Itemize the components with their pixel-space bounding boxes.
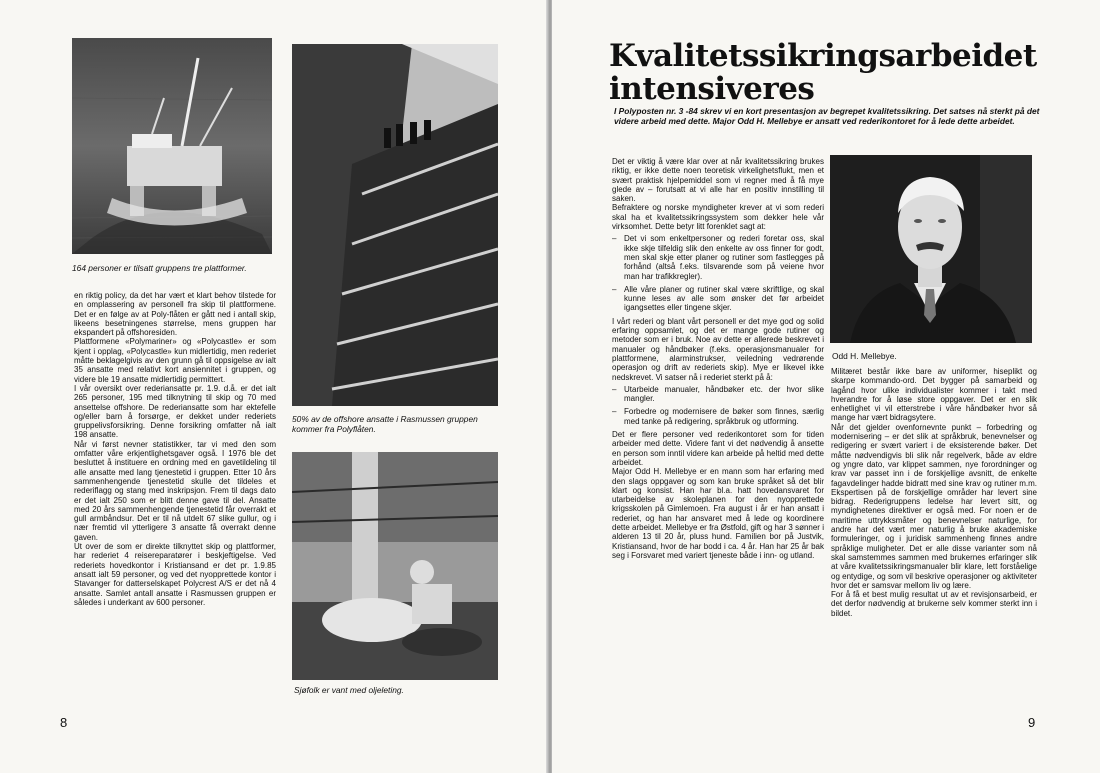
portrait-photo (830, 155, 1032, 343)
column-paragraph: For å få et best mulig resultat ut av et revisjonsarbeid, er det derfor nødvendig at brukerne selv kommer sterkt inn i bildet. (831, 590, 1037, 618)
intro-paragraph: Befraktere og norske myndigheter krever at vi som rederi skal ha et kvalitetssikringssystem som dekker hele vår virksomhet. Dette betyr litt forenklet sagt at: (612, 203, 824, 232)
left-paragraph: Ut over de som er direkte tilknyttet skip og plattformer, har rederiet 4 reisereparatører i beskjeftigelse. Ved rederiets hovedkontor i Kristiansand er det pr. 1.9.85 ansatt ialt 59 personer, og ved det nyopprettede kontor i Stavanger for datterselskapet Polycrest A/S er det nå 4 ansatte. Samlet antall ansatte i Rasmussen gruppen er således i underkant av 600 personer. (74, 542, 276, 607)
platform-photo (72, 38, 272, 254)
list-item: – Det vi som enkeltpersoner og rederi foretar oss, skal ikke skje tilfeldig slik den enkelte av oss finner for godt, men skal skje etter planer og rutiner som fastlegges på forhånd (altså f.eks. tilsvarende som på veiene hvor man har trafikkregler). (612, 234, 824, 280)
column-paragraph: Når det gjelder ovenfornevnte punkt – forbedring og modernisering – er det slik at språkbruk, benevnelser og redigering er svært variert i de eksisterende bøker. Det måtte nødvendigvis bli slik når regelverk, både av eldre og yngre dato, var klippet sammen, nye forordninger og krav var passet inn i de forskjellige avsnitt, de enkelte fagavdelinger hadde bidratt med sine krav og rutiner m.m. Ekspertisen på de forskjellige områder har levert sine bidrag. Rederigruppens ledelse har levert sitt, og myndighetenes direktiver er også med. For noen er de maritime uttrykksmåter og benevnelser naturlige, for andre har det vært mer naturlig å bruke akademiske formuleringer, og i juridisk sammenheng finnes andre språklige muligheter. Det er alle disse varianter som nå skal samstemmes sammen med brukernes erfaringer slik at våre kvalitetssikringsmanualer blir klare, lett forståelige og entydige, og som vil beskrive operasjoner og aktiviteter hvor det er samsvar mellom liv og lære. (831, 422, 1037, 590)
left-paragraph: I vår oversikt over rederiansatte pr. 1.9. d.å. er det ialt 265 personer, 195 med tilknytning til skip og 70 med ansettelse offshore. De rederiansatte som har ektefelle og/eller barn å forsørge, er dekket under rederiets gruppelivsforsikring. Denne forsikring omfatter nå ialt 198 ansatte. (74, 383, 276, 440)
list-item: – Forbedre og modernisere de bøker som finnes, særlig med tanke på redigering, språkbruk og utforming. (612, 407, 824, 426)
oil-workers-photo (292, 452, 498, 680)
actions-list (612, 385, 824, 426)
intro-paragraph: Det er viktig å være klar over at når kvalitetssikring brukes riktig, er ikke dette noen teoretisk virkelighetsflukt, men et svært praktisk hjelpemiddel som vi regner med å få mye glede av – forutsatt at vi alle har en positiv innstilling til saken. (612, 157, 824, 204)
right-page (552, 0, 1100, 773)
left-paragraph: en riktig policy, da det har vært et klart behov tilstede for en omplassering av personell fra skip til plattformene. Det er en følge av at Poly-flåten er gått ned i antall skip, likeens besetningenes størrelse, mens gruppen har ekspandert på offshoresiden. (74, 291, 276, 338)
left-paragraph: Plattformene «Polymariner» og «Polycastle» er som kjent i opplag, «Polycastle» kun midlertidig, men rederiet måtte beklagelgivis av den grunn gå til oppsigelse av ialt 35 ansatte med relativt kort ansiennitet i gruppen, og videre ble 19 ansatte midlertidig permittert. (74, 337, 276, 384)
list-item: – Utarbeide manualer, håndbøker etc. der hvor slike mangler. (612, 385, 824, 404)
portrait-caption: Odd H. Mellebye. (832, 351, 897, 361)
left-body-column (74, 291, 276, 607)
page-number-left: 8 (60, 715, 68, 730)
oil-caption: Sjøfolk er vant med oljeleting. (294, 685, 404, 695)
end-paragraph: Major Odd H. Mellebye er en mann som har erfaring med den slags oppgaver og som kan bruke språket så det blir klart og konsist. Han har bl.a. hatt hovedansvaret for utarbeidelse av skoleplanen for den nyopprettede krigsskolen på Gimlemoen. Fra august i år er han ansatt i rederiet, og han har ansvaret med å lede og koordinere dette arbeidet. Mellebye er fra Østfold, gift og har 3 sønner i alderen 13 til 20 år, pluss hund. Familien bor på Justvik, Kristiansand, hvor de har bodd i ca. 4 år. Han har 25 år bak seg i Forsvaret med variert tjeneste både i inn- og utland. (612, 467, 824, 560)
article-title: Kvalitetssikringsarbeidet intensiveres (609, 38, 1037, 107)
end-paragraph: Det er flere personer ved rederikontoret som for tiden arbeider med dette. Videre fant vi det nødvendig å ansette en person som inntil videre kan arbeide på heltid med dette arbeidet. (612, 430, 824, 467)
right-column-2 (831, 367, 1037, 618)
platform-caption: 164 personer er tilsatt gruppens tre plattformer. (72, 263, 247, 273)
middle-paragraph: I vårt rederi og blant vårt personell er det mye god og solid erfaring oppsamlet, og det er mange gode rutiner og metoder som er i bruk. Noe av dette er allerede beskrevet i manualer og håndbøker (f.eks. operasjonsmanualer for plattformene, alarminstrukser, veiledning vedrørende operasjon og drift av rederiets skip). Mye er likevel ikke nedskrevet. Vi satser nå i rederiet sterkt på å: (612, 316, 824, 382)
left-page (0, 0, 548, 773)
offshore-caption: 50% av de offshore ansatte i Rasmussen gruppen kommer fra Polyflåten. (292, 414, 478, 434)
requirements-list (612, 234, 824, 312)
list-item: – Alle våre planer og rutiner skal være skriftlige, og skal kunne leses av alle som ønsker det før arbeidet igangsettes eller tingene skjer. (612, 285, 824, 313)
right-column-1 (612, 157, 824, 560)
left-paragraph: Når vi først nevner statistikker, tar vi med den som omfatter våre erkjentlighetsgaver også. I 1976 ble det besluttet å instituere en ordning med en gavetildeling til alle ansatte med lang tjenestetid i gruppen. Etter 10 års sammenhengende tjenestetid skulle det tildeles et rederiflagg og stang med inskripsjon. Frem til dags dato er det ialt 250 som er blitt denne gave til del. Ansatte med 20 års sammenhengende tjenestetid får overrakt et gull armbåndsur. Det er til nå utdelt 67 slike gullur, og i nær fremtid vil ytterligere 3 ansatte få overrakt denne gaven. (74, 439, 276, 542)
ship-deck-photo (292, 44, 498, 406)
article-lead: I Polyposten nr. 3 -84 skrev vi en kort presentasjon av begrepet kvalitetssikring. Det satses nå sterkt på det videre arbeid med dette. Major Odd H. Mellebye er ansatt ved rederikontoret for å lede dette arbeidet. (614, 106, 1040, 126)
page-number-right: 9 (1028, 715, 1036, 730)
column-paragraph: Militæret består ikke bare av uniformer, hiseplikt og skarpe kommando-ord. Det bygger på samarbeid og lagånd hvor ulike individualister kommer i takt med hverandre for å løse store oppgaver. Det er en slik enhetlighet vi vil etterstrebe i våre håndbøker hvor så mange har vært bidragsytere. (831, 367, 1037, 423)
